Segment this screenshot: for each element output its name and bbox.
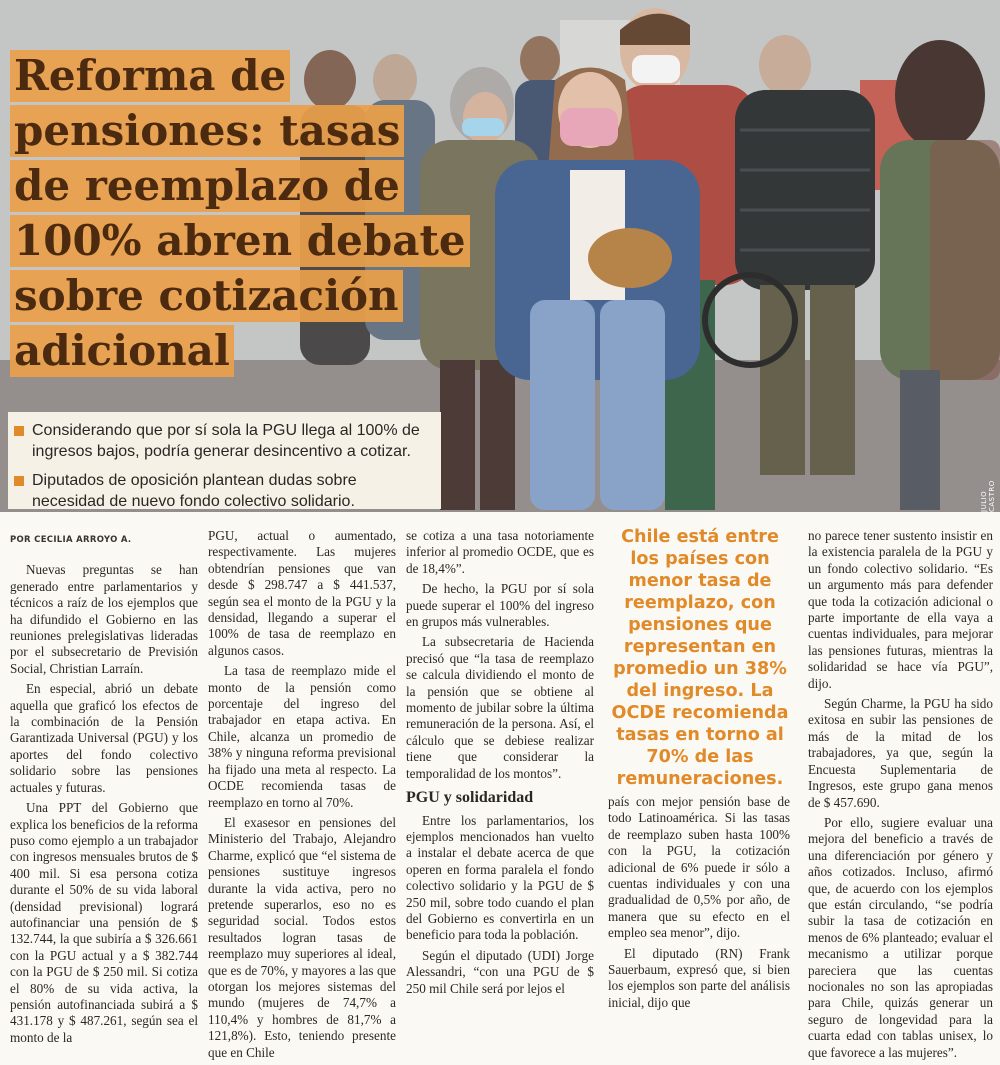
paragraph: La tasa de reemplazo mide el monto de la pensión como porcentaje del ingreso del trabajador en etapa activa. En Chile, alcanza un promedio de 38% y ninguna reforma previsional ha fijado una meta al respecto. La OCDE recomienda tasas de reemplazo en torno al 70%. xyxy=(208,663,396,810)
paragraph: En especial, abrió un debate aquella que graficó los efectos de la combinación de la Pensión Garantizada Universal (PGU) y los aportes del fondo colectivo solidario sobre las pensiones actuales y futuras. xyxy=(10,681,198,795)
summary-bullets xyxy=(8,412,441,509)
paragraph: país con mejor pensión base de todo Latinoamérica. Si las tasas de reemplazo suben hasta 100% con la PGU, la cotización adicional de 6% puede ir sólo a cuentas individuales y con una gradualidad de 0,5% por año, de manera que su efecto en el empleo sea menor”, dijo. xyxy=(608,794,790,941)
article-column-2 xyxy=(208,528,396,1065)
paragraph: Según el diputado (UDI) Jorge Alessandri, “con una PGU de $ 250 mil Chile será por lejos el xyxy=(406,947,594,996)
bullet-text: Considerando que por sí sola la PGU llega al 100% de ingresos bajos, podría generar desincentivo a cotizar. xyxy=(32,422,420,460)
headline-line: Reforma de xyxy=(10,50,290,102)
paragraph: Una PPT del Gobierno que explica los beneficios de la reforma puso como ejemplo a un trabajador con ingresos mensuales brutos de $ 400 mil. Si esa persona cotiza durante el 50% de su vida laboral (densidad previsional) logrará autofinanciar una pensión de $ 132.744, la que subiría a $ 326.661 con la PGU actual y a $ 382.744 con la PGU de $ 250 mil. Si cotiza el 80% de su vida activa, la pensión autofinanciada subirá a $ 431.178 y $ 487.261, según sea el monto de la xyxy=(10,800,198,1045)
paragraph: El diputado (RN) Frank Sauerbaum, expresó que, si bien los ejemplos son parte del análisis inicial, dijo que xyxy=(608,945,790,1010)
headline-line: 100% abren debate xyxy=(10,215,470,267)
headline-line: adicional xyxy=(10,325,234,377)
square-bullet-icon xyxy=(14,426,24,436)
headline-line: pensiones: tasas xyxy=(10,105,404,157)
headline-line: sobre cotización xyxy=(10,270,403,322)
paragraph: Por ello, sugiere evaluar una mejora del beneficio a través de una diferenciación por género y años cotizados. Incluso, afirmó que, de acuerdo con los ejemplos que están circulando, “se podría subir la tasa de cotización en menos de 6% planteado; evaluar el mecanismo a utilizar porque pareciera que las cuentas nocionales no son las apropiadas para Chile, quizás generar un seguro de longevidad para la cuarta edad con tablas unisex, lo que favorece a las mujeres”. xyxy=(808,814,993,1060)
paragraph: Según Charme, la PGU ha sido exitosa en subir las pensiones de más de la mitad de los trabajadores, ya que, según la Encuesta Suplementaria de Ingresos, este grupo gana menos de $ 457.690. xyxy=(808,696,993,810)
hero-photo xyxy=(0,0,1000,512)
square-bullet-icon xyxy=(14,476,24,486)
summary-bullet xyxy=(14,470,433,512)
section-subhead: PGU y solidaridad xyxy=(406,789,534,807)
article-column-5 xyxy=(808,528,993,1065)
photo-credit: JULIO CASTRO xyxy=(980,480,996,512)
paragraph: PGU, actual o aumentado, respectivamente. Las mujeres obtendrían pensiones que van desde $ 298.747 a $ 441.537, según sea el monto de la PGU y la densidad, llegando a superar el 100% de tasa de reemplazo en algunos casos. xyxy=(208,528,396,658)
paragraph: Nuevas preguntas se han generado entre parlamentarios y técnicos a raíz de los ejemplos que ha difundido el Gobierno en las reuniones prelegislativas lideradas por el subsecretario de Previsión Social, Christian Larraín. xyxy=(10,562,198,676)
headline xyxy=(10,50,480,380)
paragraph: De hecho, la PGU por sí sola puede superar el 100% del ingreso en grupos más vulnerables. xyxy=(406,581,594,630)
pull-quote: Chile está entre los países con menor tasa de reemplazo, con pensiones que representan en promedio un 38% del ingreso. La OCDE recomienda tasas en torno al 70% de las remuneraciones. xyxy=(611,527,789,789)
paragraph: El exasesor en pensiones del Ministerio del Trabajo, Alejandro Charme, explicó que “el sistema de pensiones sustituye ingresos durante la vida activa, pero no pretende superarlos, eso no es seguridad social. Todos estos resultados logran tasas de reemplazo muy superiores al ideal, que es de 70%, y mayores a las que otorgan los mejores sistemas del mundo (mujeres de 74,7% a 110,4% y hombres de 81,7% a 121,8%). Esto, teniendo presente que en Chile xyxy=(208,814,396,1060)
paragraph: La subsecretaria de Hacienda precisó que “la tasa de reemplazo se calcula dividiendo el monto de la pensión que se obtiene al momento de jubilar sobre la última remuneración de la persona. Así, el cálculo que se debiese realizar tiene que considerar la temporalidad de los montos”. xyxy=(406,634,594,781)
article-column-1 xyxy=(10,528,198,1050)
paragraph: Entre los parlamentarios, los ejemplos mencionados han vuelto a instalar el debate acerca de que operen en forma paralela el fondo colectivo solidario y la PGU de $ 250 mil, sobre todo cuando el plan del Gobierno es convertirla en un beneficio para toda la población. xyxy=(406,812,594,943)
bullet-text: Diputados de oposición plantean dudas sobre necesidad de nuevo fondo colectivo solidario. xyxy=(32,472,357,510)
byline: POR CECILIA ARROYO A. xyxy=(10,535,132,545)
paragraph: se cotiza a una tasa notoriamente inferior al promedio OCDE, que es de 18,4%”. xyxy=(406,528,594,576)
article-column-3 xyxy=(406,528,594,1001)
paragraph: no parece tener sustento insistir en la existencia paralela de la PGU y un fondo colectivo solidario. “Es un argumento más para defender que toda la cotización adicional o parte importante de ella vaya a cuentas individuales, para mejorar las pensiones futuras, mientras la solidaridad se hace vía PGU”, dijo. xyxy=(808,528,993,691)
article-column-4 xyxy=(608,794,790,1015)
summary-bullet xyxy=(14,420,433,462)
headline-line: de reemplazo de xyxy=(10,160,404,212)
